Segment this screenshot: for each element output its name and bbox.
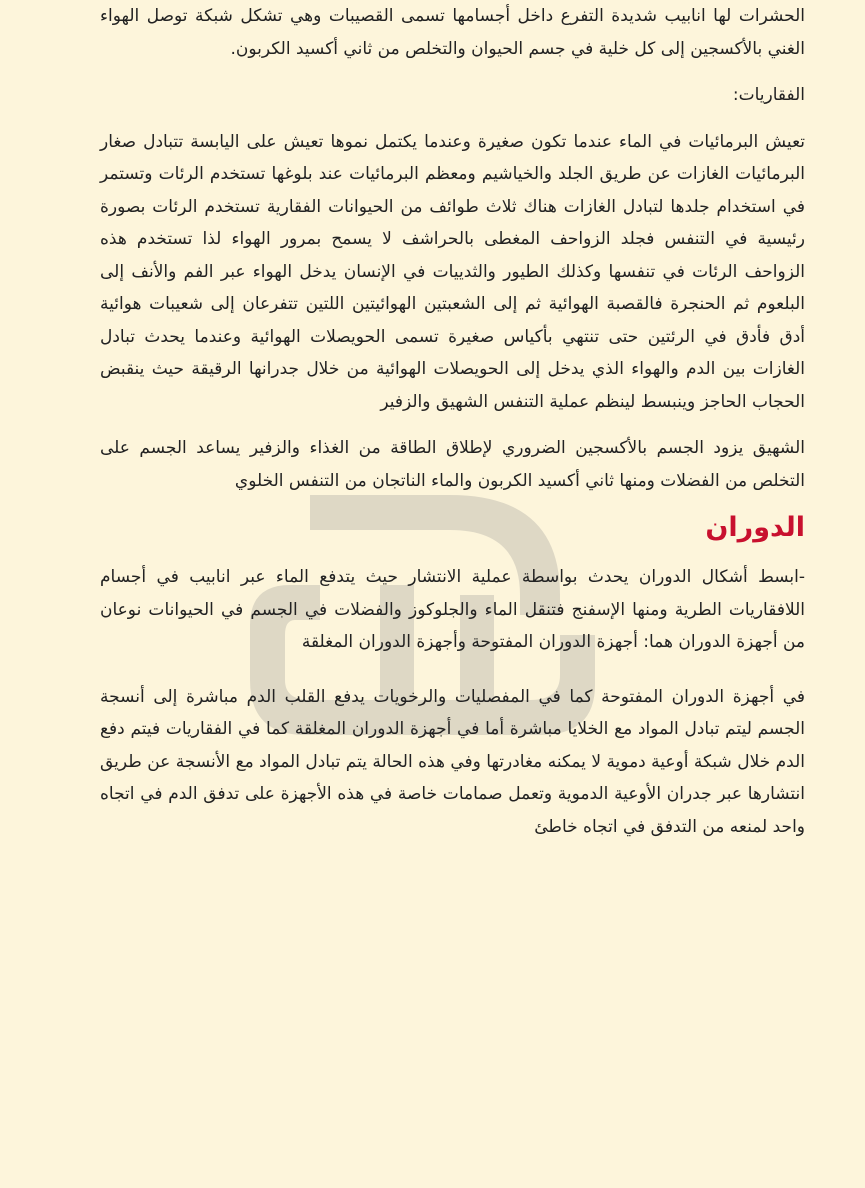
paragraph-circulation-simple: -ابسط أشكال الدوران يحدث بواسطة عملية الانتشار حيث يتدفع الماء عبر انابيب في أجسام اللافقاريات الطرية ومنها الإسفنج فتنقل الماء والجلوكوز والفضلات في الجسم في الحيوانات نوعان من أجهزة الدوران هما: أجهزة الدوران المفتوحة وأجهزة الدوران المغلقة	[100, 567, 805, 652]
paragraph-insects: الحشرات لها انابيب شديدة التفرع داخل أجسامها تسمى القصيبات وهي تشكل شبكة توصل الهواء الغني بالأكسجين إلى كل خلية في جسم الحيوان والتخلص من ثاني أكسيد الكربون.	[100, 6, 805, 59]
paragraph-circulation-systems: في أجهزة الدوران المفتوحة كما في المفصليات والرخويات يدفع القلب الدم مباشرة إلى أنسجة الجسم ليتم تبادل المواد مع الخلايا مباشرة أما في أجهزة الدوران المغلقة كما في الفقاريات فيتم دفع الدم خلال شبكة أوعية دموية لا يمكنه مغادرتها وفي هذه الحالة يتم تبادل المواد مع الأنسجة عن طريق انتشارها عبر جدران الأوعية الدموية وتعمل صمامات خاصة في هذه الأجهزة على تدفق الدم في اتجاه واحد لمنعه من التدفق في اتجاه خاطئ	[100, 686, 805, 837]
page-content	[100, 0, 805, 843]
paragraph-amphibians: تعيش البرمائيات في الماء عندما تكون صغيرة وعندما يكتمل نموها تعيش على اليابسة تتبادل صغار البرمائيات الغازات عن طريق الجلد والخياشيم ومعظم البرمائيات عند بلوغها تستخدم الرئات وتستمر في استخدام جلدها لتبادل الغازات هناك ثلاث طوائف من الحيوانات الفقارية تستخدم الرئات بصورة رئيسية في التنفس فجلد الزواحف المغطى بالحراشف لا يسمح بمرور الهواء لذا تستخدم هذه الزواحف الرئات في تنفسها وكذلك الطيور والثدييات في الإنسان يدخل الهواء عبر الفم والأنف إلى البلعوم ثم الحنجرة فالقصبة الهوائية ثم إلى الشعبتين الهوائيتين اللتين تتفرعان إلى شعيبات هوائية أدق فأدق في الرئتين حتى تنتهي بأكياس صغيرة تسمى الحويصلات الهوائية وعندما يحدث تبادل الغازات بين الدم والهواء الذي يدخل إلى الحويصلات الهوائية من خلال جدرانها الرقيقة حيث ينقبض الحجاب الحاجز وينبسط لينظم عملية التنفس الشهيق والزفير	[100, 131, 805, 412]
paragraph-inhalation: الشهيق يزود الجسم بالأكسجين الضروري لإطلاق الطاقة من الغذاء والزفير يساعد الجسم على التخلص من الفضلات ومنها ثاني أكسيد الكربون والماء الناتجان من التنفس الخلوي	[100, 438, 805, 491]
heading-vertebrates: الفقاريات:	[732, 85, 805, 105]
section-title-circulation: الدوران	[705, 512, 805, 543]
